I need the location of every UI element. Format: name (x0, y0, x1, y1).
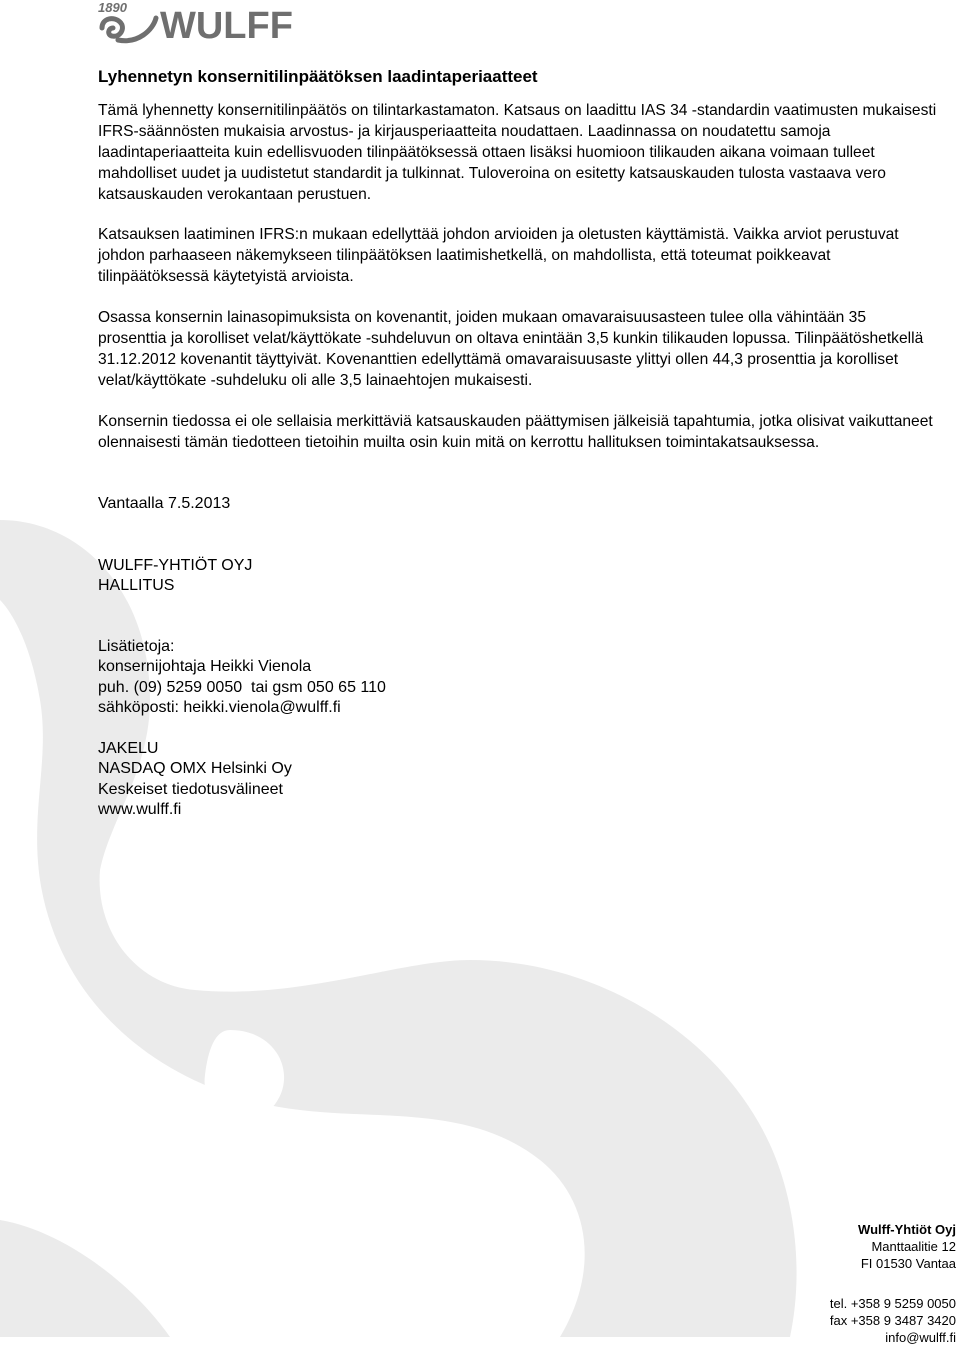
wulff-logo (98, 0, 368, 44)
footer-street: Manttaalitie 12 (871, 1239, 956, 1254)
place-date: Vantaalla 7.5.2013 (98, 495, 231, 512)
logo-name: WULFF (160, 5, 293, 44)
footer-city: FI 01530 Vantaa (860, 1256, 956, 1271)
distribution-item: NASDAQ OMX Helsinki Oy (98, 760, 292, 777)
footer-email: info@wulff.fi (885, 1330, 956, 1345)
footer-fax: fax +358 9 3487 3420 (829, 1313, 956, 1328)
paragraph-estimates: Katsauksen laatiminen IFRS:n mukaan edellyttää johdon arvioiden ja oletusten käyttämistä. Vaikka arviot perustuvat johdon parhaaseen näkemykseen tilinpäätöksen laatimishetkellä, on mahdollista, että toteumat poikkeavat tilinpäätöksessä käytetyistä arvioista. (98, 226, 899, 285)
contact-person: konsernijohtaja Heikki Vienola (98, 658, 312, 675)
distribution-label: JAKELU (98, 739, 159, 757)
contact-phone: puh. (09) 5259 0050 tai gsm 050 65 110 (98, 678, 386, 696)
section-heading: Lyhennetyn konsernitilinpäätöksen laadintaperiaatteet (98, 67, 538, 86)
distribution-block (98, 739, 938, 821)
contact-email: sähköposti: heikki.vienola@wulff.fi (98, 699, 341, 716)
distribution-item: Keskeiset tiedotusvälineet (98, 780, 283, 798)
document-body (98, 66, 938, 821)
distribution-item: www.wulff.fi (98, 801, 182, 818)
paragraph-subsequent-events: Konsernin tiedossa ei ole sellaisia merkittäviä katsauskauden päättymisen jälkeisiä tapahtumia, jotka olisivat vaikuttaneet olennaisesti tämän tiedotteen tietoihin muilta osin kuin mitä on kerrottu hallituksen toimintakatsauksessa. (98, 413, 933, 451)
contact-block (98, 637, 938, 719)
contact-label: Lisätietoja: (98, 637, 175, 655)
logo-year: 1890 (98, 0, 127, 15)
signature-body: HALLITUS (98, 577, 175, 594)
signature-block (98, 556, 938, 597)
signature-company: WULFF-YHTIÖT OYJ (98, 556, 253, 574)
footer-company: Wulff-Yhtiöt Oyj (858, 1222, 956, 1237)
footer-tel: tel. +358 9 5259 0050 (829, 1296, 956, 1311)
paragraph-basis: Tämä lyhennetty konsernitilinpäätös on tilintarkastamaton. Katsaus on laadittu IAS 34 -standardin vaatimusten mukaisesti IFRS-säännösten mukaisia arvostus- ja kirjausperiaatteita noudattaen. Laadinnassa on noudatettu samoja laadintaperiaatteita kuin edellisvuoden tilinpäätöksessä ottaen lisäksi huomioon tilikauden aikana voimaan tulleet mahdolliset uudet ja uudistetut standardit ja tulkinnat. Tuloveroina on esitetty katsauskauden tulosta vastaava vero katsauskauden verokantaan perustuen. (98, 102, 937, 203)
paragraph-covenants: Osassa konsernin lainasopimuksista on kovenantit, joiden mukaan omavaraisuusasteen tulee olla vähintään 35 prosenttia ja korolliset velat/käyttökate -suhdeluvun on oltava enintään 3,5 kunkin tilikauden lopussa. Tilinpäätöshetkellä 31.12.2012 kovenantit täyttyivät. Kovenanttien edellyttämä omavaraisuusaste ylittyi ollen 44,3 prosenttia ja korolliset velat/käyttökate -suhdeluku oli alle 3,5 lainaehtojen mukaisesti. (98, 309, 924, 389)
footer-contact (830, 1221, 956, 1346)
